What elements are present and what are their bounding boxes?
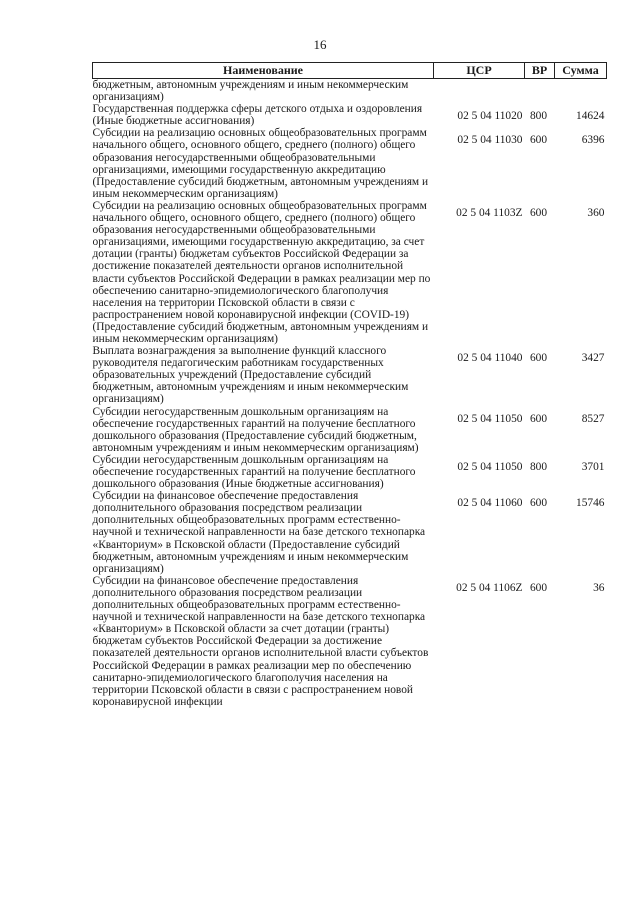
table-row xyxy=(93,127,607,200)
row-csr: 02 5 04 11030 xyxy=(457,134,523,147)
row-sum xyxy=(555,79,607,104)
row-name: Субсидии на финансовое обеспечение предоставления дополнительного образования посредством реализации дополнительных общеобразовательных программ естественно-научной и технической направленности на базе детского технопарка «Кванториум» в Псковской области за счет дотации (гранты) бюджетам субъектов Российской Федерации за достижение показателей деятельности органов исполнительной власти субъектов Российской Федерации в рамках реализации мер по обеспечению санитарно-эпидемиологического благополучия населения на территории Псковской области в связи с распространением новой коронавирусной инфекции xyxy=(92,574,429,708)
row-name: Субсидии на финансовое обеспечение предоставления дополнительного образования посредством реализации дополнительных общеобразовательных программ естественно-научной и технической направленности на базе детского технопарка «Кванториум» в Псковской области (Предоставление субсидий бюджетным, автономным учреждениям и иным некоммерческим организациям) xyxy=(92,490,426,575)
header-name: Наименование xyxy=(93,63,434,79)
row-name: Государственная поддержка сферы детского отдыха и оздоровления (Иные бюджетные ассигнования) xyxy=(92,103,423,128)
row-vr: 600 xyxy=(529,206,548,219)
table-row xyxy=(93,345,607,405)
row-sum: 6396 xyxy=(581,134,605,147)
row-sum: 15746 xyxy=(576,497,605,510)
table-row xyxy=(93,406,607,454)
row-csr: 02 5 04 11020 xyxy=(457,110,523,123)
table-row xyxy=(93,575,607,708)
row-name: Выплата вознаграждения за выполнение функций классного руководителя педагогическим работникам государственных образовательных учреждений (Предоставление субсидий бюджетным, автономным учреждениям и иным некоммерческим организациям) xyxy=(92,345,409,406)
row-vr: 600 xyxy=(529,581,548,594)
row-csr xyxy=(434,79,525,104)
table-row xyxy=(93,200,607,345)
row-name: бюджетным, автономным учреждениям и иным некоммерческим организациям) xyxy=(92,79,409,104)
row-vr: 800 xyxy=(529,110,548,123)
row-csr: 02 5 04 1106Z xyxy=(456,581,523,594)
row-name: Субсидии на реализацию основных общеобразовательных программ начального общего, основного общего, среднего (полного) общего образования негосударственными общеобразовательными организациями, имеющими государственную аккредитацию, за счет дотации (гранты) бюджетам субъектов Российской Федерации за достижение показателей деятельности органов исполнительной власти субъектов Российской Федерации в рамках реализации мер по обеспечению санитарно-эпидемиологического благополучия населения на территории Псковской области в связи с распространением новой коронавирусной инфекции (COVID-19) (Предоставление субсидий бюджетным, автономным учреждениям и иным некоммерческим организациям) xyxy=(92,199,431,345)
header-row xyxy=(93,63,607,79)
row-name: Субсидии на реализацию основных общеобразовательных программ начального общего, основного общего, среднего (полного) общего образования негосударственными общеобразовательными организациями, имеющими государственную аккредитацию (Предоставление субсидий бюджетным, автономным учреждениям и иным некоммерческим организациям) xyxy=(92,127,429,200)
row-csr: 02 5 04 1103Z xyxy=(456,206,523,219)
row-sum: 3701 xyxy=(581,460,605,473)
row-vr: 600 xyxy=(529,412,548,425)
table-row xyxy=(93,490,607,575)
row-csr: 02 5 04 11050 xyxy=(457,460,523,473)
row-name: Субсидии негосударственным дошкольным организациям на обеспечение государственных гарантий на получение бесплатного дошкольного образования (Иные бюджетные ассигнования) xyxy=(92,453,416,491)
budget-table xyxy=(92,62,607,708)
header-sum: Сумма xyxy=(555,63,607,79)
row-sum: 14624 xyxy=(576,110,605,123)
row-sum: 8527 xyxy=(581,412,605,425)
page-number: 16 xyxy=(313,37,327,52)
row-vr xyxy=(525,79,555,104)
row-vr: 600 xyxy=(529,497,548,510)
table-row xyxy=(93,103,607,127)
row-vr: 600 xyxy=(529,134,548,147)
row-sum: 36 xyxy=(593,581,605,594)
row-csr: 02 5 04 11060 xyxy=(457,497,523,510)
row-vr: 800 xyxy=(529,460,548,473)
row-sum: 3427 xyxy=(581,352,605,365)
table-row xyxy=(93,79,607,104)
row-name: Субсидии негосударственным дошкольным организациям на обеспечение государственных гарантий на получение бесплатного дошкольного образования (Предоставление субсидий бюджетным, автономным учреждениям и иным некоммерческим организациям) xyxy=(92,405,419,454)
table-row xyxy=(93,454,607,490)
header-vr: ВР xyxy=(525,63,555,79)
row-csr: 02 5 04 11040 xyxy=(457,352,523,365)
row-sum: 360 xyxy=(587,206,605,219)
table-header xyxy=(93,63,607,79)
header-csr: ЦСР xyxy=(434,63,525,79)
row-csr: 02 5 04 11050 xyxy=(457,412,523,425)
row-vr: 600 xyxy=(529,352,548,365)
table-body xyxy=(93,79,607,708)
